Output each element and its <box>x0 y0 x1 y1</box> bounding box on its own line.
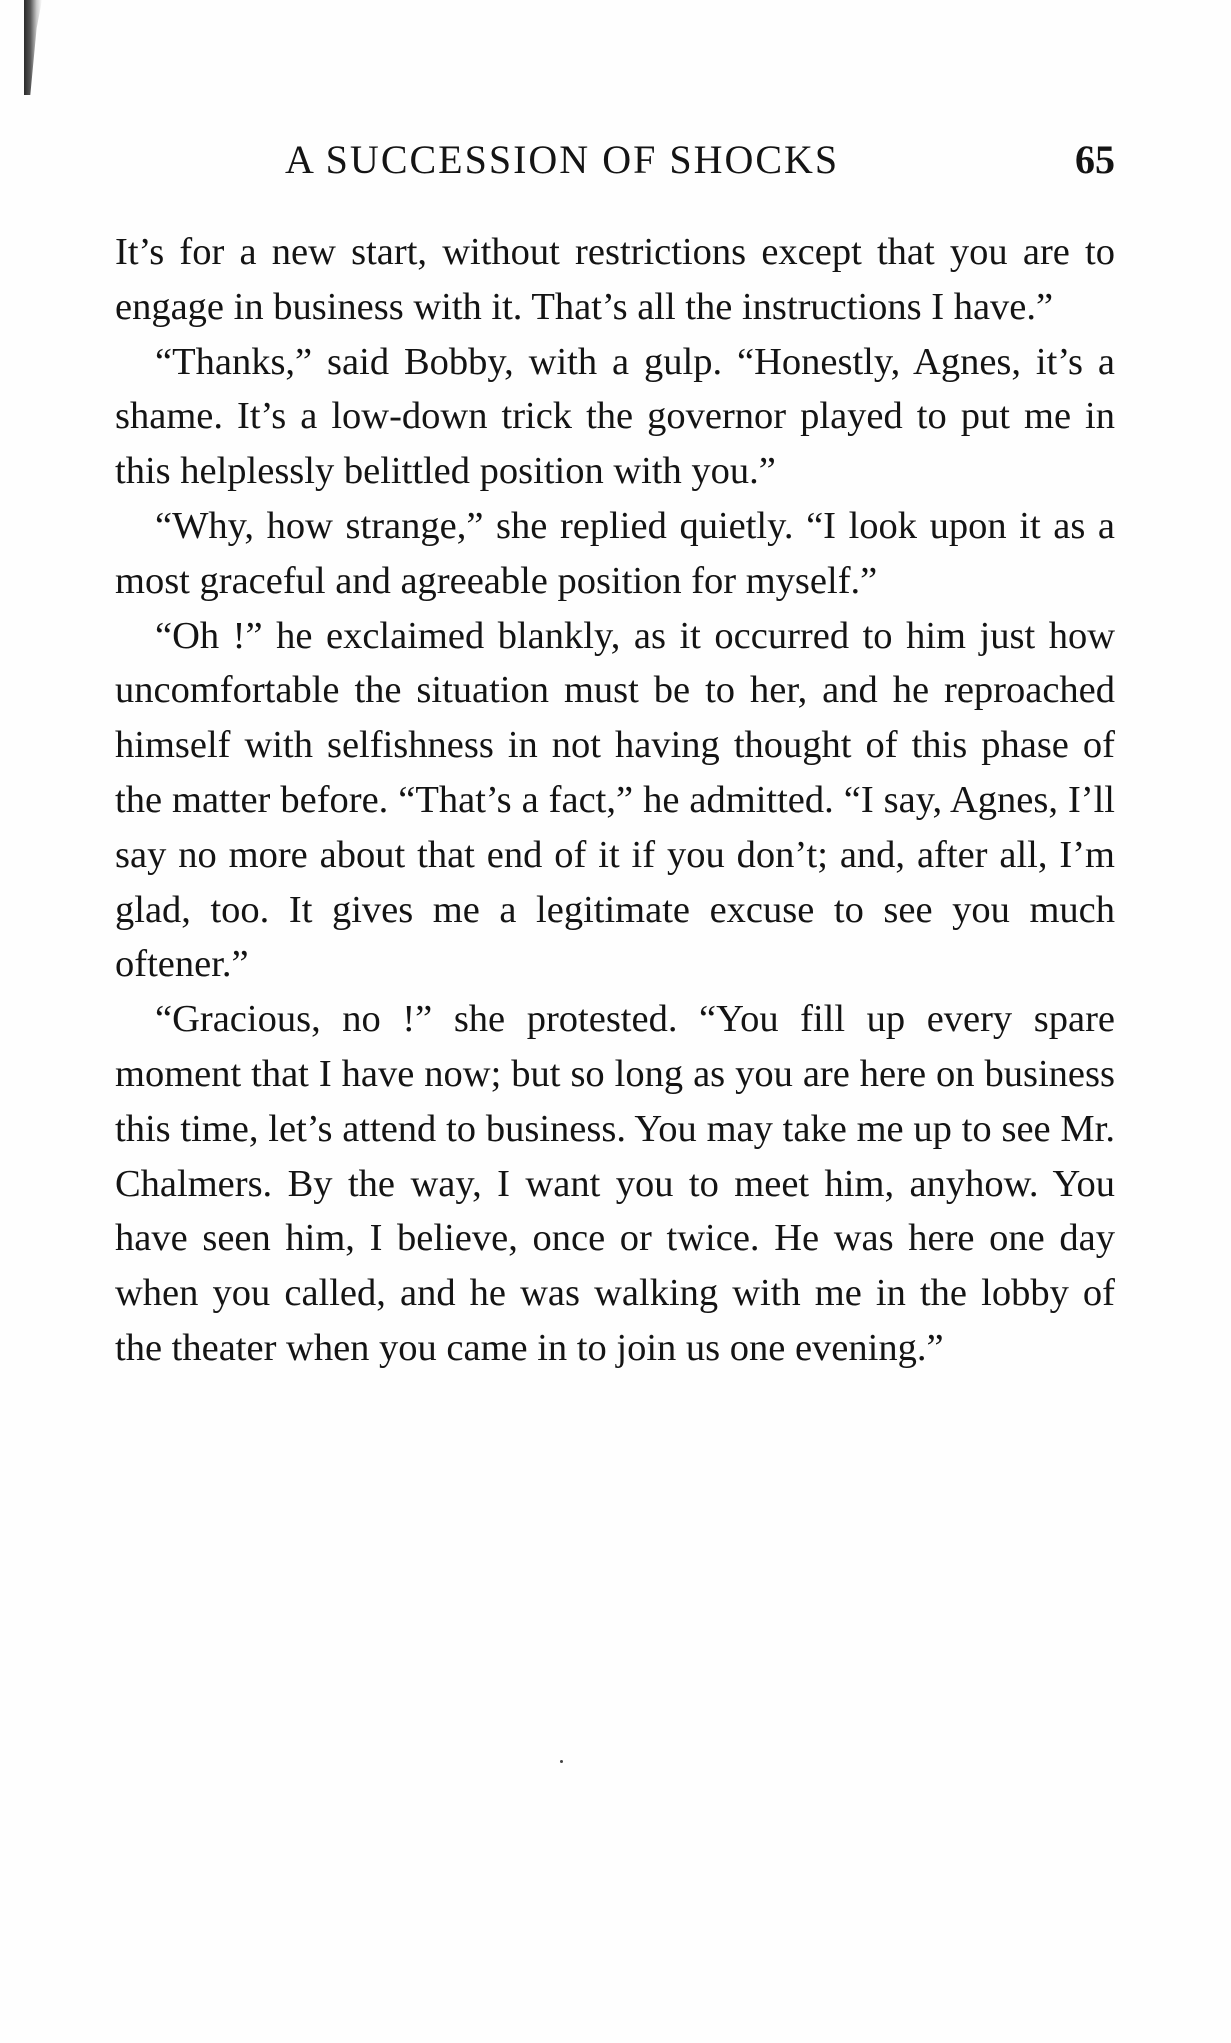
running-title: A SUCCESSION OF SHOCKS <box>285 137 840 182</box>
scan-speck <box>560 1760 563 1763</box>
paragraph: “Oh !” he exclaimed blankly, as it occurred to him just how uncomfortable the situation must be to her, and he reproached himself with selfishness in not having thought of this phase of the matter before. “That’s a fact,” he admitted. “I say, Agnes, I’ll say no more about that end of it if you don’t; and, after all, I’m glad, too. It gives me a legitimate excuse to see you much oftener.” <box>115 614 1115 986</box>
body-text <box>115 225 1115 1376</box>
paragraph: “Why, how strange,” she replied quietly. “I look upon it as a most graceful and agreeable position for myself.” <box>115 504 1115 602</box>
page-header <box>115 130 1115 190</box>
paragraph: “Gracious, no !” she protested. “You fill up every spare moment that I have now; but so long as you are here on business this time, let’s attend to business. You may take me up to see Mr. Chalmers. By the way, I want you to meet him, anyhow. You have seen him, I believe, once or twice. He was here one day when you called, and he was walking with me in the lobby of the theater when you came in to join us one evening.” <box>115 998 1115 1369</box>
scan-edge-mark <box>24 0 42 95</box>
paragraph: “Thanks,” said Bobby, with a gulp. “Honestly, Agnes, it’s a shame. It’s a low-down trick the governor played to put me in this helplessly belittled position with you.” <box>115 340 1115 493</box>
page-number: 65 <box>1075 137 1115 182</box>
paragraph: It’s for a new start, without restrictions except that you are to engage in business with it. That’s all the instructions I have.” <box>115 231 1115 328</box>
